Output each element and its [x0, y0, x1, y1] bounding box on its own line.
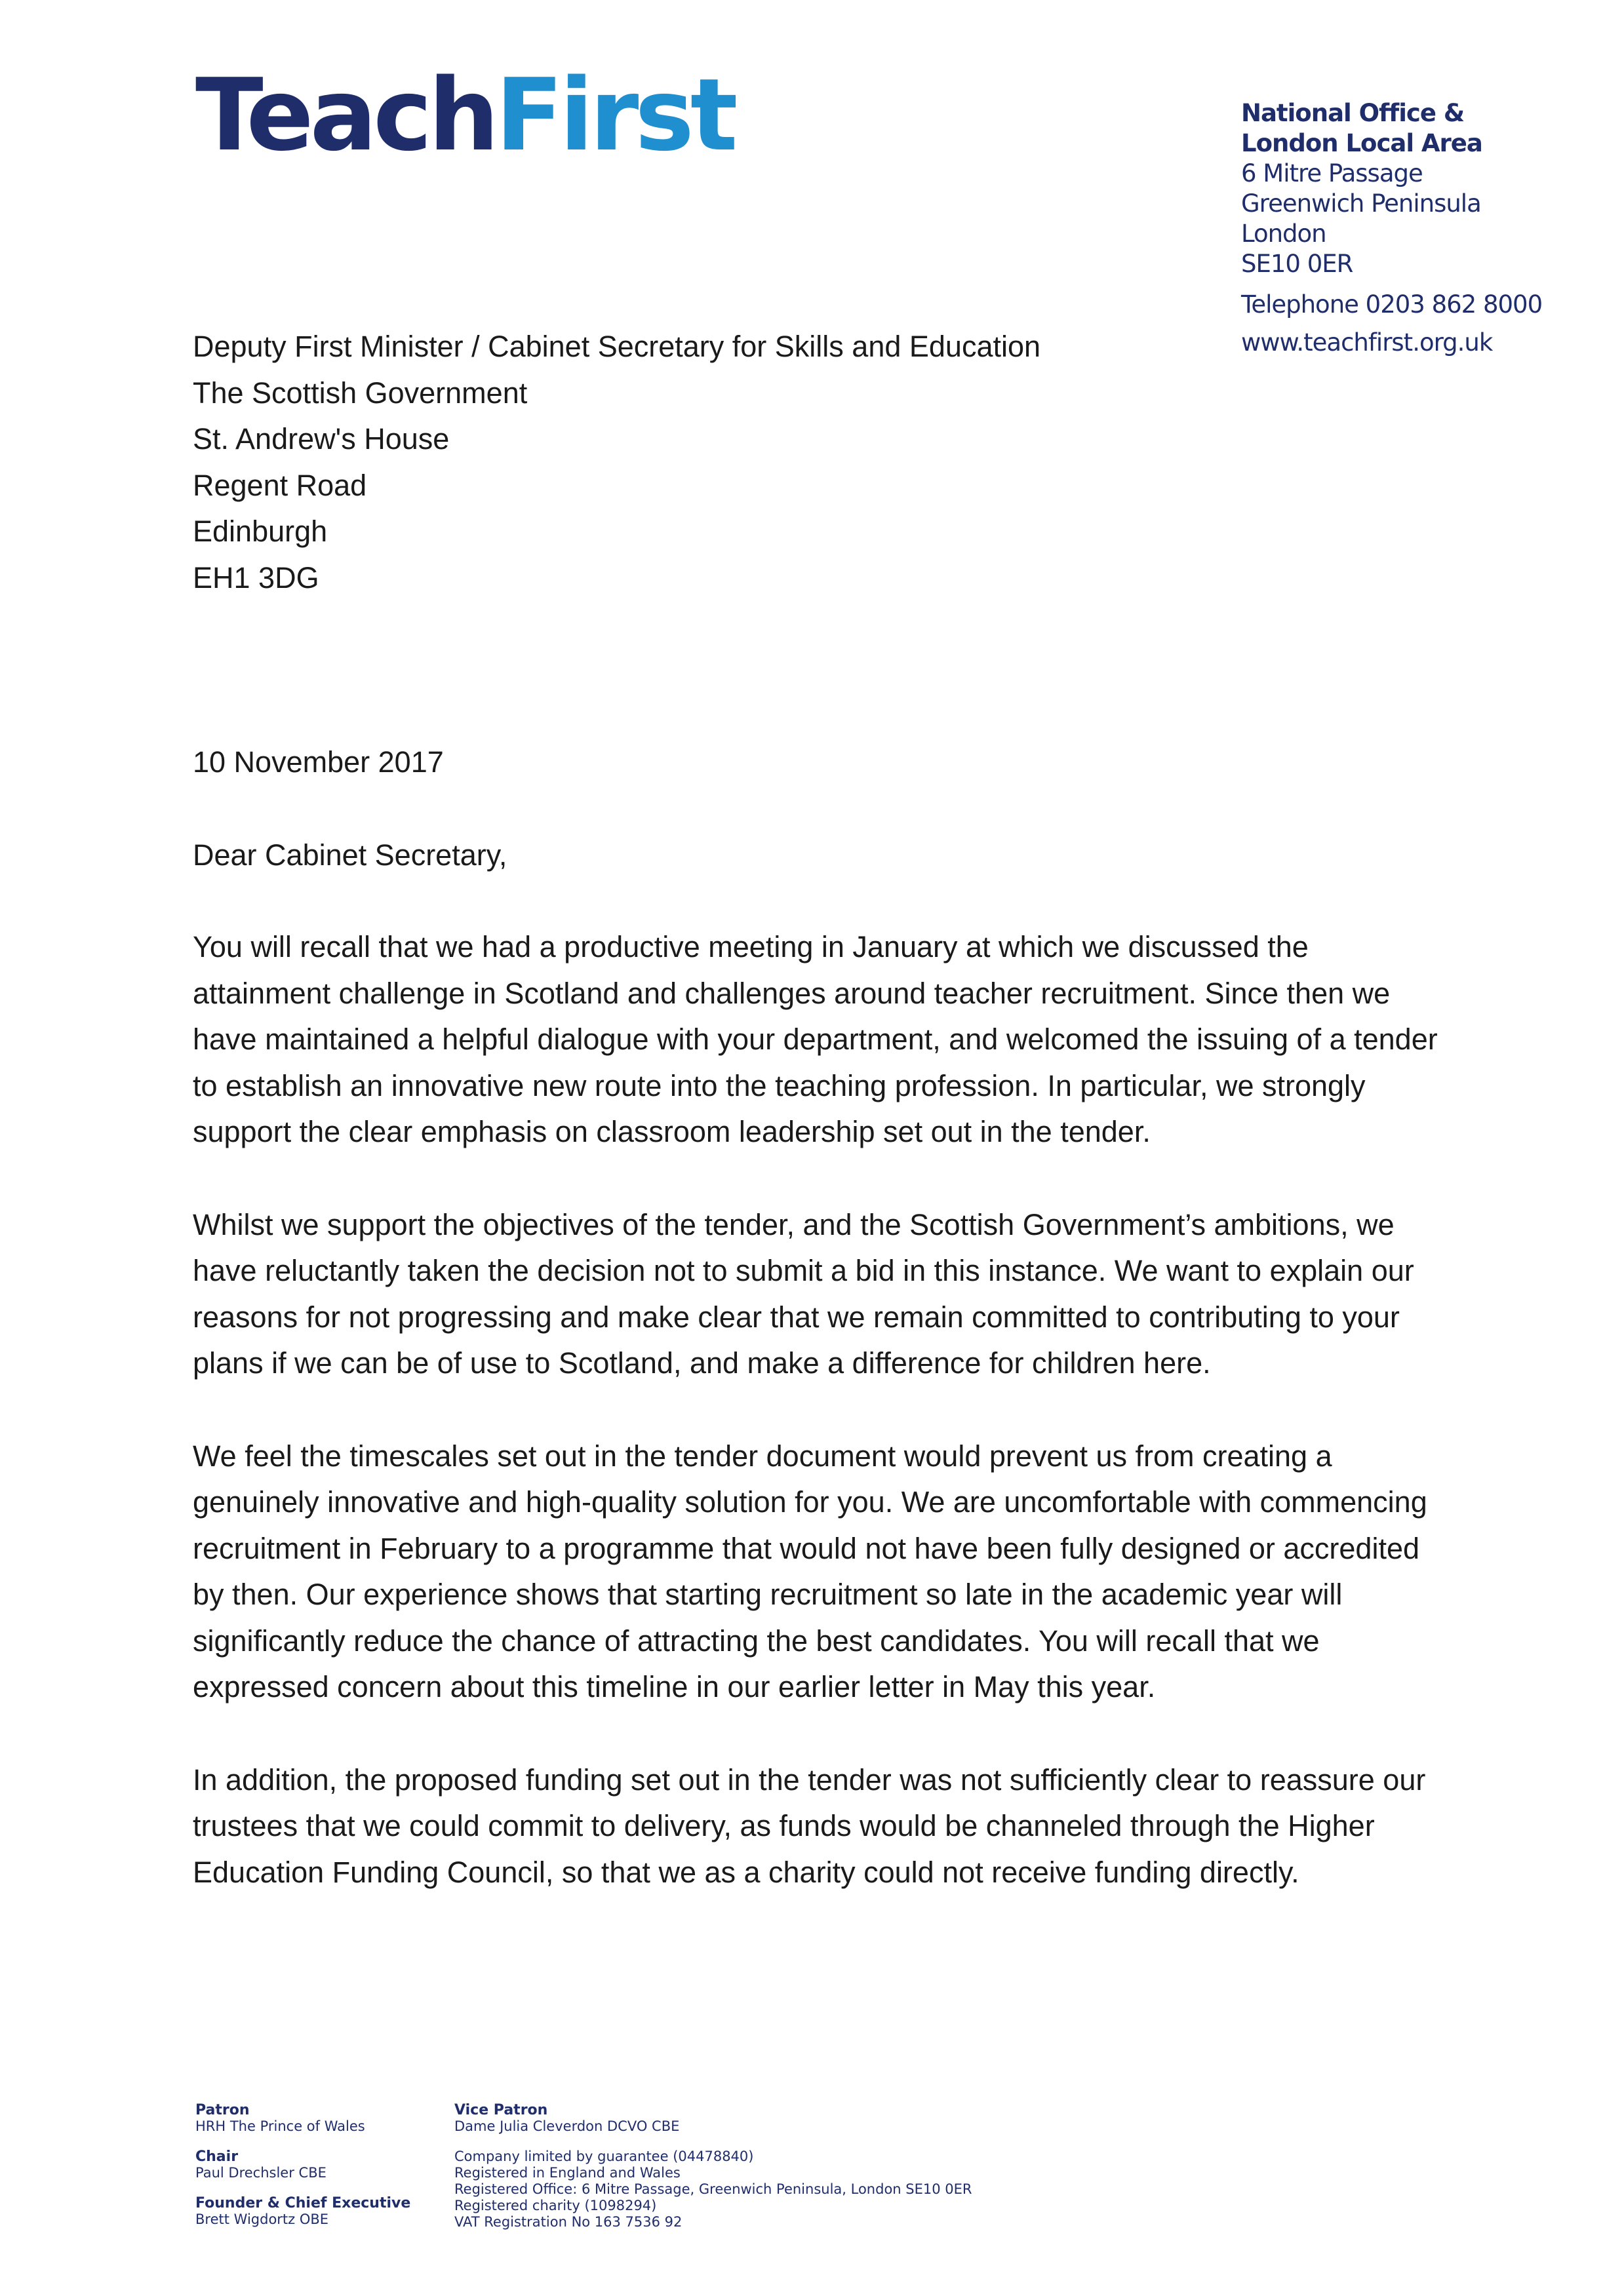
footer-company-line: Registered charity (1098294): [454, 2198, 657, 2213]
letter-date: 10 November 2017: [193, 745, 444, 779]
footer-spacer: [454, 2135, 972, 2149]
footer-company-line: Company limited by guarantee (04478840): [454, 2149, 754, 2164]
office-website: www.teachfirst.org.uk: [1241, 328, 1493, 357]
footer-company-line: VAT Registration No 163 7536 92: [454, 2214, 683, 2230]
body-line: recruitment in February to a programme that would not have been fully designed or accredited: [193, 1531, 1420, 1565]
body-line: reasons for not progressing and make clear that we remain committed to contributing to your: [193, 1300, 1400, 1334]
recipient-line: Edinburgh: [193, 515, 328, 548]
logo-first: First: [495, 57, 734, 173]
footer-patron-label: Patron: [195, 2102, 250, 2118]
office-address-line: SE10 0ER: [1241, 250, 1353, 278]
footer-spacer: [195, 2135, 410, 2149]
body-paragraph: [193, 1757, 1452, 1896]
footer-patron-value: HRH The Prince of Wales: [195, 2118, 365, 2134]
footer-vice-patron-label: Vice Patron: [454, 2102, 548, 2118]
office-address-line: 6 Mitre Passage: [1241, 159, 1423, 187]
footer-founder-label: Founder & Chief Executive: [195, 2195, 411, 2211]
office-title-line1: National Office &: [1241, 99, 1465, 127]
body-line: trustees that we could commit to delivery, as funds would be channeled through the Higher: [193, 1809, 1375, 1842]
body-paragraph: [193, 1202, 1452, 1387]
body-line: support the clear emphasis on classroom leadership set out in the tender.: [193, 1115, 1151, 1148]
body-line: by then. Our experience shows that starting recruitment so late in the academic year will: [193, 1578, 1343, 1611]
footer-vice-patron-value: Dame Julia Cleverdon DCVO CBE: [454, 2118, 680, 2134]
office-spacer: [1241, 279, 1582, 286]
body-line: You will recall that we had a productive meeting in January at which we discussed the: [193, 930, 1309, 963]
recipient-line: St. Andrew's House: [193, 422, 450, 456]
office-address-line: London: [1241, 220, 1326, 248]
footer-company-line: Registered in England and Wales: [454, 2165, 681, 2181]
teachfirst-logo: [195, 57, 734, 173]
footer-chair-label: Chair: [195, 2149, 239, 2165]
footer-chair-value: Paul Drechsler CBE: [195, 2165, 327, 2181]
footer-spacer: [195, 2181, 410, 2195]
body-line: expressed concern about this timeline in our earlier letter in May this year.: [193, 1670, 1156, 1703]
body-line: In addition, the proposed funding set out in the tender was not sufficiently clear to reassure our: [193, 1762, 1426, 1797]
body-line: have reluctantly taken the decision not to submit a bid in this instance. We want to explain our: [193, 1254, 1414, 1287]
body-line: Whilst we support the objectives of the tender, and the Scottish Government’s ambitions, we: [193, 1207, 1395, 1241]
office-address-line: Greenwich Peninsula: [1241, 189, 1481, 218]
office-title-line2: London Local Area: [1241, 129, 1482, 157]
footer-founder-value: Brett Wigdortz OBE: [195, 2211, 329, 2227]
recipient-line: The Scottish Government: [193, 376, 528, 410]
body-line: attainment challenge in Scotland and challenges around teacher recruitment. Since then we: [193, 976, 1391, 1010]
recipient-line: Deputy First Minister / Cabinet Secretary for Skills and Education: [193, 330, 1041, 363]
body-line: plans if we can be of use to Scotland, and make a difference for children here.: [193, 1346, 1211, 1380]
footer-company-info: [454, 2102, 972, 2230]
letter-body: [193, 924, 1452, 1942]
recipient-address: [193, 324, 1040, 601]
salutation: Dear Cabinet Secretary,: [193, 838, 507, 872]
office-telephone: Telephone 0203 862 8000: [1241, 290, 1543, 319]
body-line: Education Funding Council, so that we as a charity could not receive funding directly.: [193, 1855, 1299, 1889]
recipient-line: EH1 3DG: [193, 560, 319, 594]
body-paragraph: [193, 1433, 1452, 1711]
body-line: genuinely innovative and high-quality solution for you. We are uncomfortable with commencing: [193, 1485, 1427, 1519]
footer-company-line: Registered Office: 6 Mitre Passage, Greenwich Peninsula, London SE10 0ER: [454, 2181, 972, 2197]
body-line: have maintained a helpful dialogue with your department, and welcomed the issuing of a tender: [193, 1022, 1438, 1056]
office-address-block: [1241, 98, 1582, 362]
logo-teach: Teach: [195, 57, 496, 173]
footer-officers: [195, 2102, 410, 2228]
body-line: to establish an innovative new route into the teaching profession. In particular, we strongly: [193, 1068, 1366, 1102]
body-line: significantly reduce the chance of attracting the best candidates. You will recall that we: [193, 1624, 1320, 1658]
recipient-line: Regent Road: [193, 468, 367, 502]
body-line: We feel the timescales set out in the tender document would prevent us from creating a: [193, 1439, 1332, 1473]
body-paragraph: [193, 924, 1452, 1156]
